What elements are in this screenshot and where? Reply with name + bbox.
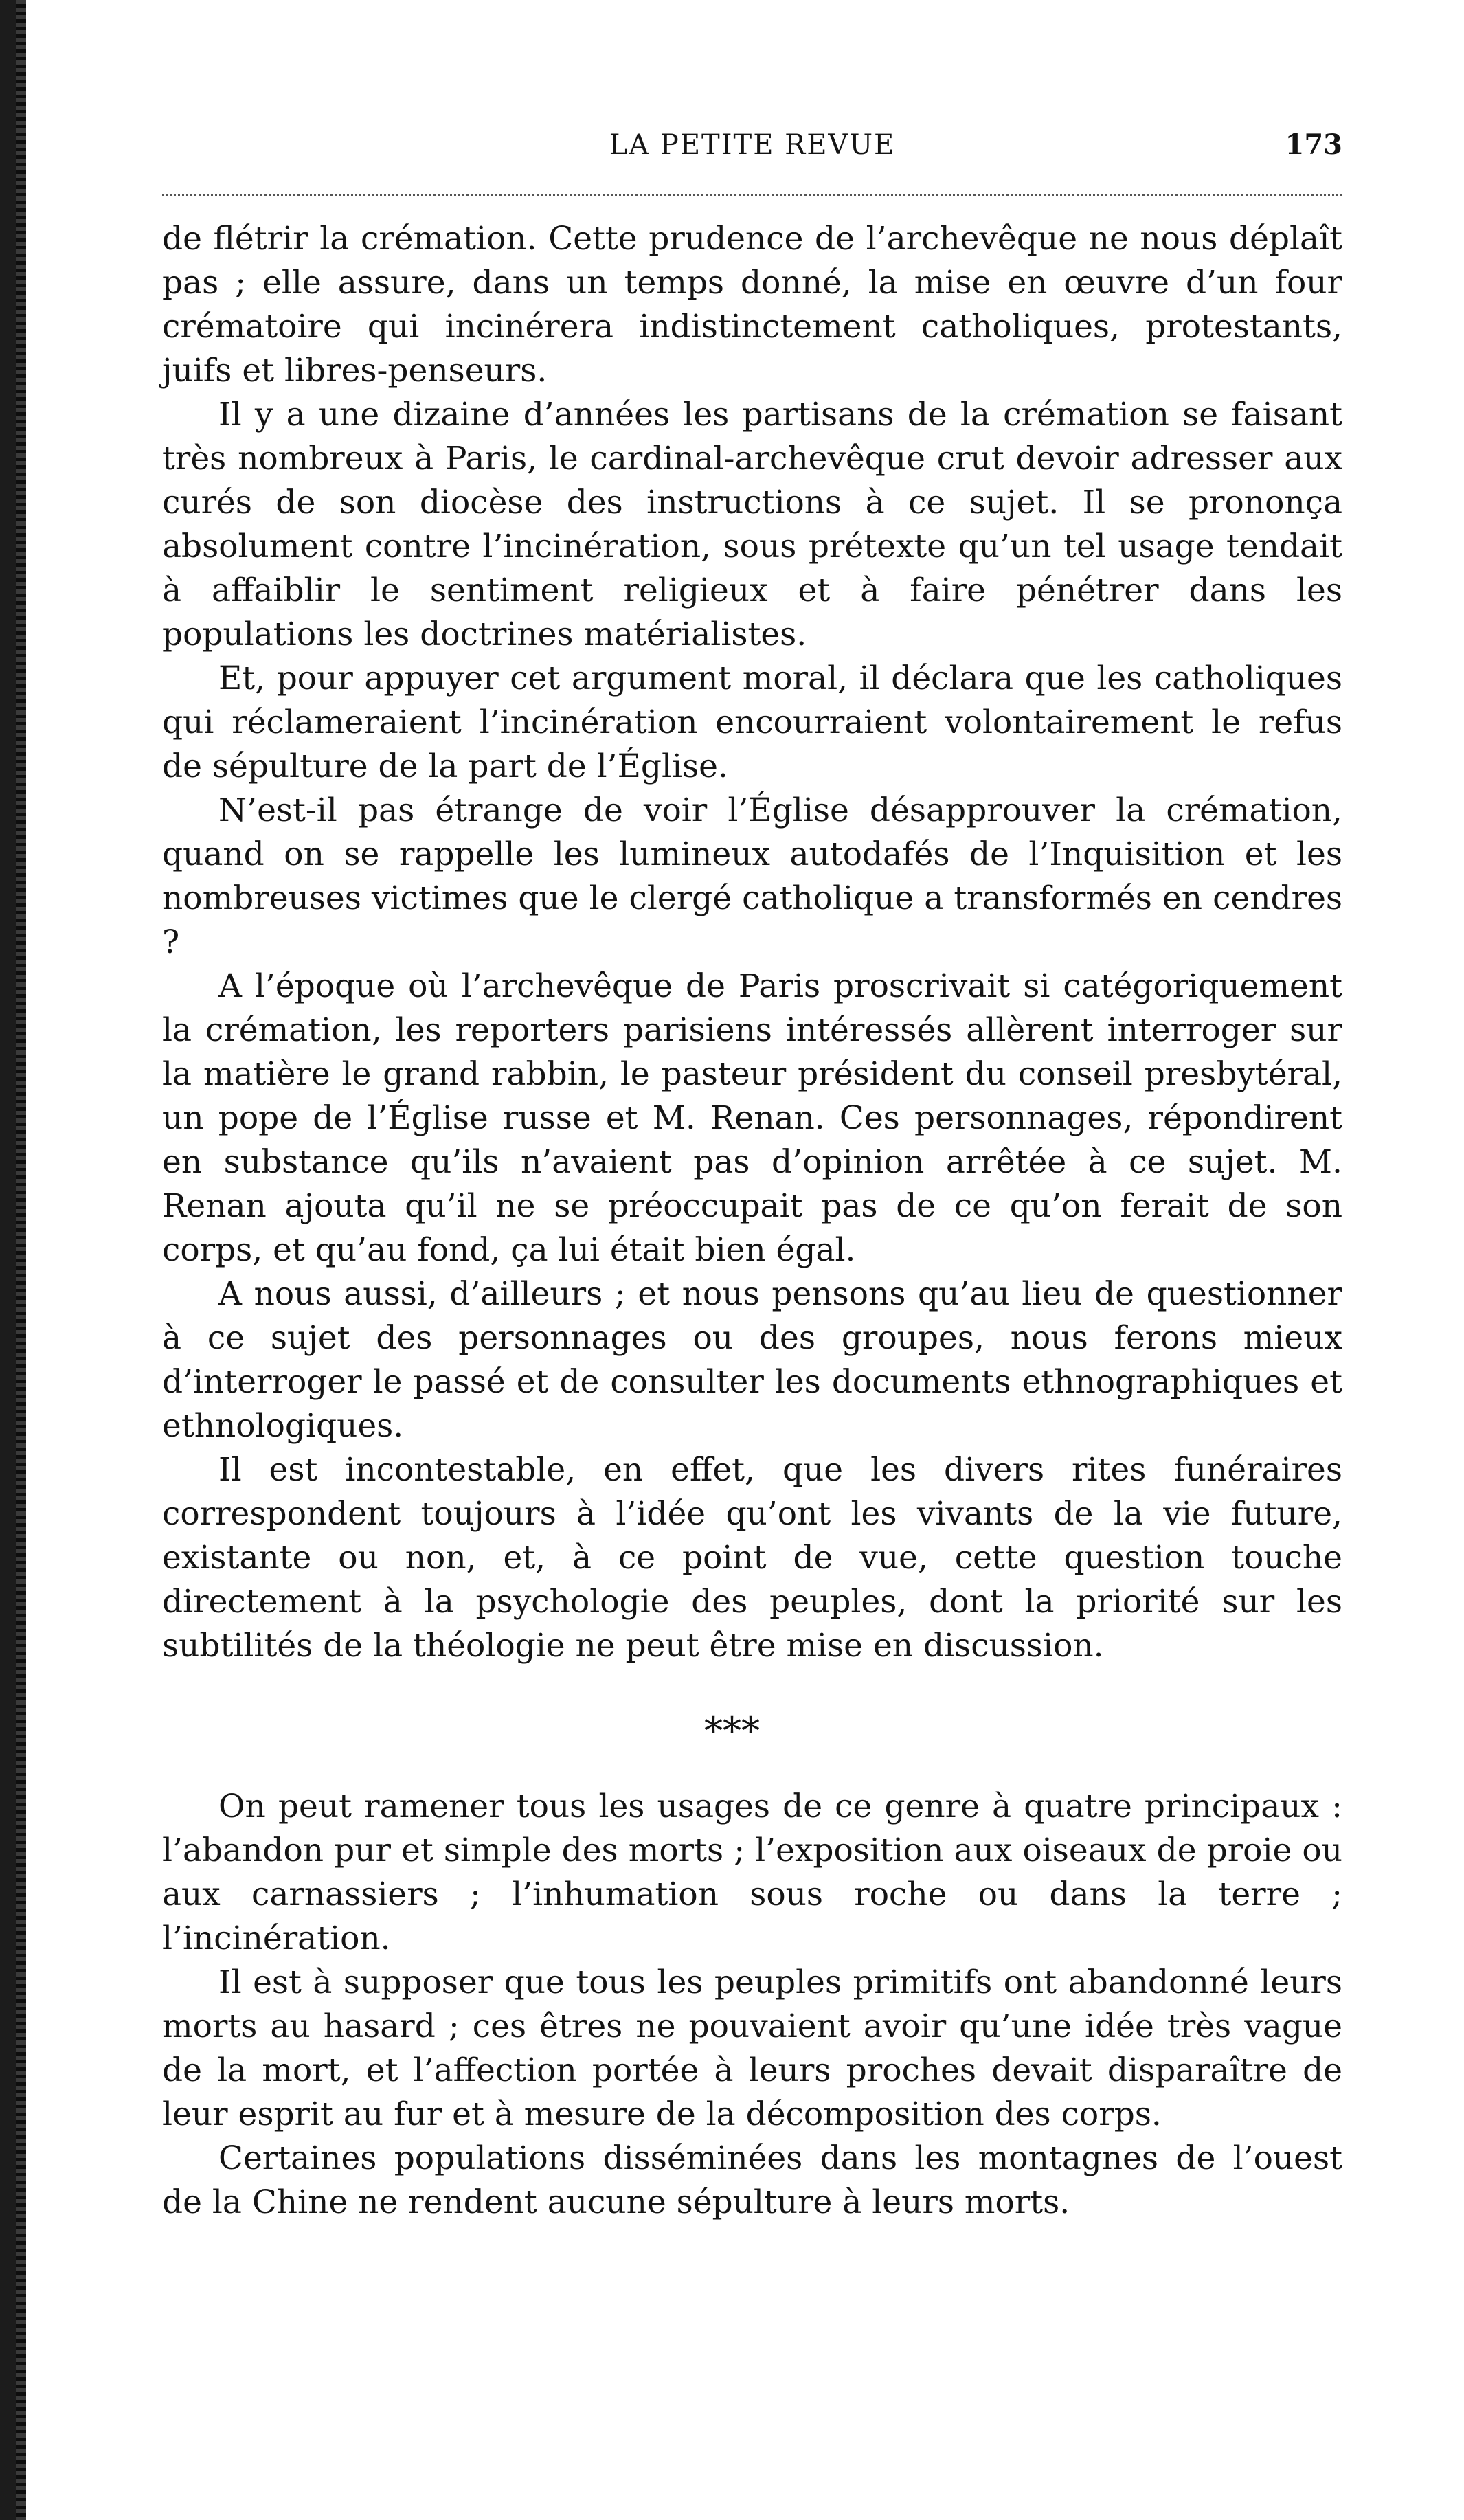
paragraph: Certaines populations disséminées dans les montagnes de l’ouest de la Chine ne rendent aucune sépulture à leurs morts. (162, 2139, 1342, 2221)
paragraph: Il est à supposer que tous les peuples primitifs ont abandonné leurs morts au hasard ; ces êtres ne pouvaient avoir qu’une idée très vague de la mort, et l’affection portée à leurs proches devait disparaître de leur esprit au fur et à mesure de la décomposition des corps. (162, 1964, 1342, 2133)
header-rule (162, 194, 1342, 196)
section-separator: *** (704, 1709, 760, 1753)
paragraph: N’est-il pas étrange de voir l’Église désapprouver la crémation, quand on se rappelle les lumineux autodafés de l’Inquisition et les nombreuses victimes que le clergé catholique a transformés en cendres ? (162, 791, 1342, 961)
text-block-after-separator (162, 1785, 1342, 2225)
page-binding-edge (0, 0, 26, 2520)
page-number: 173 (1285, 128, 1342, 161)
paragraph: de flétrir la crémation. Cette prudence de l’archevêque ne nous déplaît pas ; elle assure, dans un temps donné, la mise en œuvre d’un four crématoire qui incinérera indistinctement catholiques, protestants, juifs et libres-penseurs. (162, 220, 1342, 390)
paragraph: Il est incontestable, en effet, que les divers rites funéraires correspondent toujours à l’idée qu’ont les vivants de la vie future, existante ou non, et, à ce point de vue, cette question touche directement à la psychologie des peuples, dont la priorité sur les subtilités de la théologie ne peut être mise en discussion. (162, 1451, 1342, 1665)
paragraph: Et, pour appuyer cet argument moral, il déclara que les catholiques qui réclameraient l’incinération encourraient volontairement le refus de sépulture de la part de l’Église. (162, 660, 1342, 785)
text-block-main (162, 217, 1342, 1668)
page-header (162, 121, 1342, 169)
paragraph: On peut ramener tous les usages de ce genre à quatre principaux : l’abandon pur et simple des morts ; l’exposition aux oiseaux de proie ou aux carnassiers ; l’inhumation sous roche ou dans la terre ; l’incinération. (162, 1788, 1342, 1957)
running-title: LA PETITE REVUE (609, 129, 896, 161)
paragraph: A nous aussi, d’ailleurs ; et nous pensons qu’au lieu de questionner à ce sujet des personnages ou des groupes, nous ferons mieux d’interroger le passé et de consulter les documents ethnographiques et ethnologiques. (162, 1275, 1342, 1445)
paragraph: Il y a une dizaine d’années les partisans de la crémation se faisant très nombreux à Paris, le cardinal-archevêque crut devoir adresser aux curés de son diocèse des instructions à ce sujet. Il se prononça absolument contre l’incinération, sous prétexte qu’un tel usage tendait à affaiblir le sentiment religieux et à faire pénétrer dans les populations les doctrines matérialistes. (162, 396, 1342, 653)
paragraph: A l’époque où l’archevêque de Paris proscrivait si catégoriquement la crémation, les reporters parisiens intéressés allèrent interroger sur la matière le grand rabbin, le pasteur président du conseil presbytéral, un pope de l’Église russe et M. Renan. Ces personnages, répondirent en substance qu’ils n’avaient pas d’opinion arrêtée à ce sujet. M. Renan ajouta qu’il ne se préoccupait pas de ce qu’on ferait de son corps, et qu’au fond, ça lui était bien égal. (162, 967, 1342, 1269)
